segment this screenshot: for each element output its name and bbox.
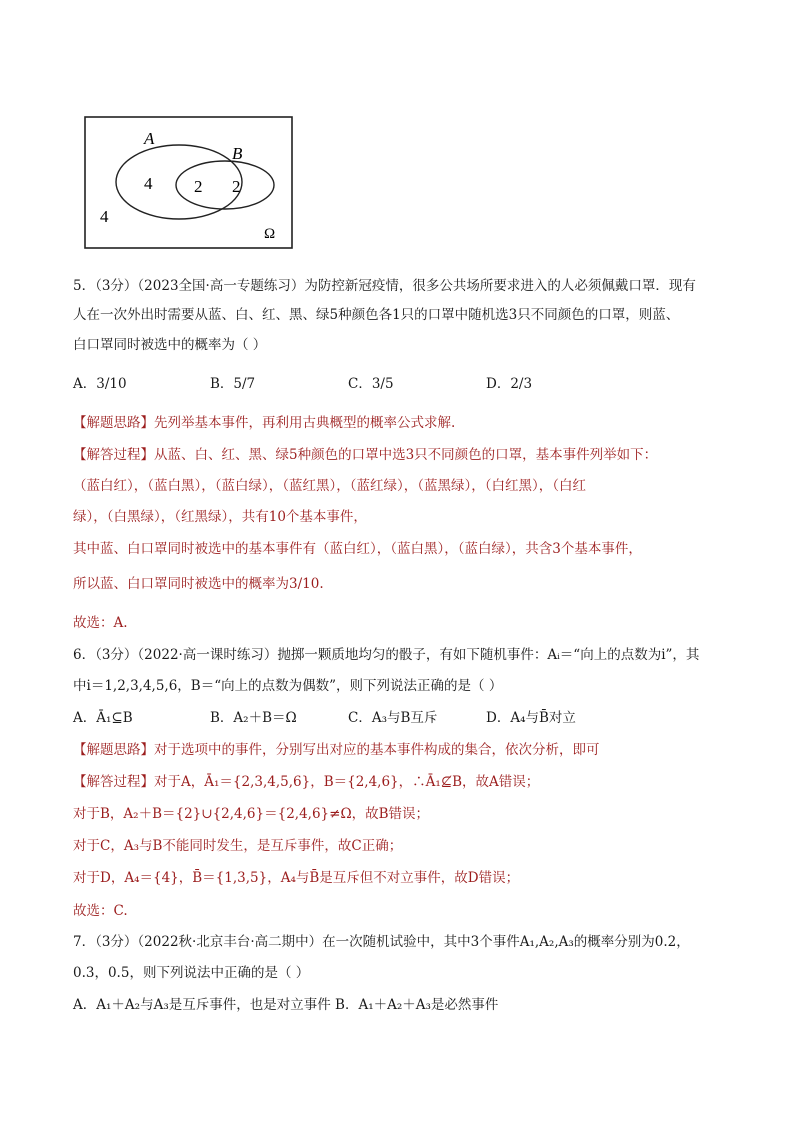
q6-option-c	[348, 706, 437, 726]
q5-stem-line-3: 白口罩同时被选中的概率为（ ）	[73, 337, 267, 353]
q5-solution-line-4: 其中蓝、白口罩同时被选中的基本事件有（蓝白红），（蓝白黑），（蓝白绿），共含3个基本事件，	[73, 541, 642, 557]
q5-stem-line-2: 人在一次外出时需要从蓝、白、红、黑、绿5种颜色各1只的口罩中随机选3只不同颜色的口罩，则蓝、	[73, 307, 680, 323]
q6-solution-line-1: 【解答过程】对于A，Ā₁＝{2,3,4,5,6}，B＝{2,4,6}，∴Ā₁⊈B，故A错误；	[73, 774, 540, 790]
option-label: B．	[210, 376, 234, 392]
option-value: A₃与B互斥	[371, 710, 438, 726]
option-label: A．	[73, 376, 97, 392]
q5-stem-line-1: 5．（3分）（2023全国·高一专题练习）为防控新冠疫情，很多公共场所要求进入的人必须佩戴口罩．现有	[73, 278, 696, 294]
q6-solution-line-2: 对于B，A₂＋B＝{2}∪{2,4,6}＝{2,4,6}≠Ω，故B错误；	[73, 806, 430, 822]
option-label: B．	[210, 710, 234, 726]
option-label: C．	[348, 710, 372, 726]
q6-stem-line-2: 中i＝1,2,3,4,5,6，B＝“向上的点数为偶数”，则下列说法正确的是（ ）	[73, 678, 503, 694]
option-value: 3/5	[371, 376, 394, 392]
q5-solution-idea: 【解题思路】先列举基本事件，再利用古典概型的概率公式求解.	[73, 415, 456, 431]
q6-stem-line-1: 6．（3分）（2022·高一课时练习）抛掷一颗质地均匀的骰子，有如下随机事件：Aᵢ＝“向上的点数为i”，其	[73, 647, 700, 663]
q5-option-b	[210, 372, 255, 392]
q6-solution-idea: 【解题思路】对于选项中的事件，分别写出对应的基本事件构成的集合，依次分析，即可	[73, 742, 600, 758]
q5-option-a	[73, 372, 127, 392]
q6-solution-line-4: 对于D，A₄＝{4}，B̄＝{1,3,5}，A₄与B̄是互斥但不对立事件，故D错误；	[73, 870, 520, 886]
q5-solution-line-5: 所以蓝、白口罩同时被选中的概率为3/10.	[73, 576, 324, 592]
q6-solution-line-3: 对于C，A₃与B不能同时发生，是互斥事件，故C正确；	[73, 838, 403, 854]
option-label: D．	[486, 710, 511, 726]
q6-option-b	[210, 706, 297, 726]
option-value: A₂＋B＝Ω	[233, 710, 297, 726]
option-label: D．	[486, 376, 511, 392]
q5-solution-line-2: （蓝白红），（蓝白黑），（蓝白绿），（蓝红黑），（蓝红绿），（蓝黑绿），（白红黑），（白红	[73, 478, 586, 494]
circle-a	[116, 145, 242, 219]
value-outside: 4	[100, 207, 109, 226]
label-b: B	[232, 144, 243, 163]
value-only-b: 2	[232, 177, 241, 196]
q6-answer: 故选：C.	[73, 903, 128, 919]
value-both: 2	[194, 177, 203, 196]
q5-option-c	[348, 372, 394, 392]
option-value: 3/10	[96, 376, 127, 392]
q6-option-d	[486, 706, 576, 726]
option-label: A．	[73, 710, 97, 726]
q5-solution-line-3: 绿），（白黑绿），（红黑绿），共有10个基本事件，	[73, 509, 367, 525]
q5-conclusion-text: 所以蓝、白口罩同时被选中的概率为	[73, 576, 289, 592]
circle-b	[176, 161, 274, 209]
q6-option-a	[73, 706, 133, 726]
q5-solution-line-1: 【解答过程】从蓝、白、红、黑、绿5种颜色的口罩中选3只不同颜色的口罩，基本事件列举如下：	[73, 447, 658, 463]
option-label: C．	[348, 376, 372, 392]
q5-answer-fraction: 3/10	[289, 576, 320, 592]
q5-answer: 故选：A.	[73, 615, 128, 631]
option-value: Ā₁⊆B	[96, 710, 133, 726]
q7-stem-line-2: 0.3，0.5，则下列说法中正确的是（ ）	[73, 965, 310, 981]
option-value: A₄与B̄对立	[510, 710, 576, 726]
venn-diagram	[84, 116, 294, 250]
label-a: A	[144, 129, 155, 148]
q7-stem-line-1: 7．（3分）（2022秋·北京丰台·高二期中）在一次随机试验中，其中3个事件A₁,A₂,A₃的概率分别为0.2，	[73, 934, 690, 950]
option-value: 2/3	[510, 376, 533, 392]
universe-symbol: Ω	[264, 226, 276, 242]
q7-options-ab: A．A₁＋A₂与A₃是互斥事件，也是对立事件 B．A₁＋A₂＋A₃是必然事件	[73, 997, 499, 1013]
q5-option-d	[486, 372, 532, 392]
option-value: 5/7	[233, 376, 256, 392]
value-only-a: 4	[144, 174, 153, 193]
